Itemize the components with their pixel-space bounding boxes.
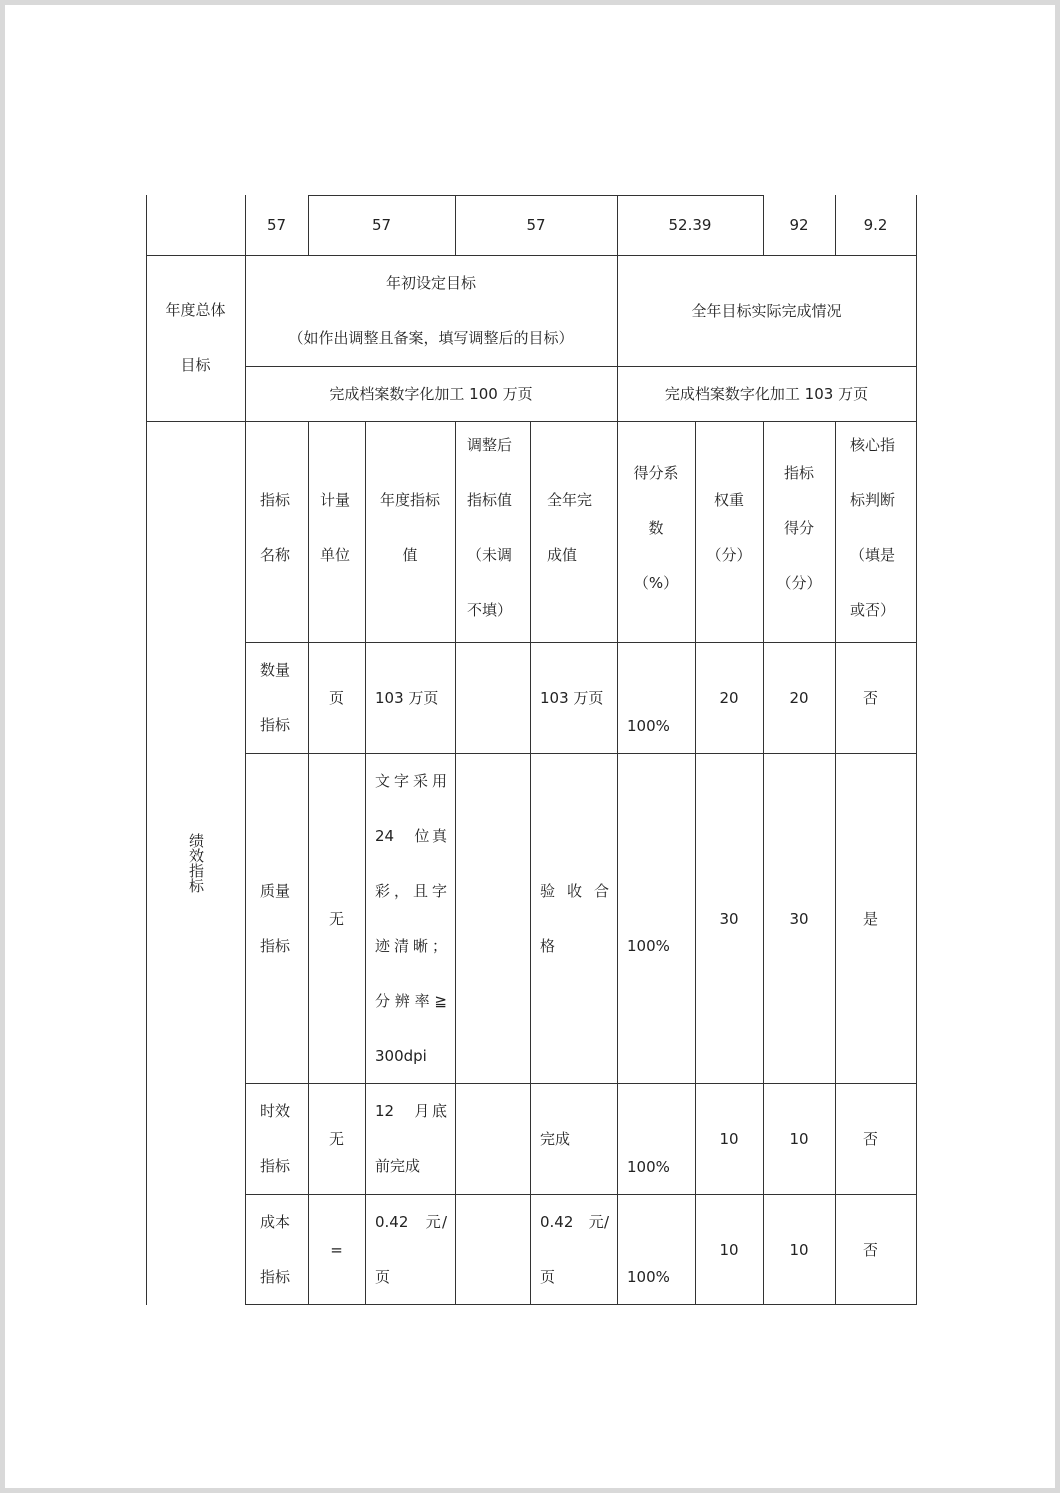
cell-text: 迹清晰； bbox=[375, 937, 447, 955]
table-row-coefficient: 100% bbox=[627, 717, 670, 735]
top-value-5: 92 bbox=[789, 216, 809, 234]
header-text: （%） bbox=[633, 574, 679, 592]
annual-label-line: 目标 bbox=[180, 356, 211, 374]
table-row-name bbox=[245, 643, 308, 753]
header-text: 值 bbox=[402, 546, 418, 564]
header-text: 指标 bbox=[260, 491, 291, 509]
annual-target-label bbox=[146, 255, 245, 421]
header-unit bbox=[308, 473, 365, 583]
header-text: 年度指标 bbox=[379, 491, 440, 509]
table-row-name bbox=[245, 1195, 308, 1305]
table-row-annual bbox=[365, 1195, 455, 1305]
performance-label-text: 绩效指标 bbox=[187, 833, 205, 893]
table-row-core: 否 bbox=[862, 689, 878, 707]
table-row-actual bbox=[530, 671, 617, 726]
table-row-weight: 20 bbox=[719, 689, 739, 707]
header-actual-value bbox=[530, 473, 617, 583]
table-row-core: 否 bbox=[862, 1240, 878, 1259]
header-text: 不填） bbox=[467, 601, 513, 619]
table-row-score: 30 bbox=[789, 909, 809, 928]
table-row-core: 否 bbox=[862, 1130, 878, 1148]
table-row-score: 20 bbox=[789, 689, 809, 707]
table-row-coefficient: 100% bbox=[627, 1268, 670, 1286]
cell-text: 300dpi bbox=[375, 1047, 427, 1065]
cell-text: 103 万页 bbox=[375, 689, 439, 707]
top-value-6: 9.2 bbox=[863, 216, 888, 234]
top-value-3: 57 bbox=[526, 216, 546, 234]
table-row-core: 是 bbox=[862, 909, 878, 928]
table-row-actual bbox=[530, 864, 617, 974]
document-page bbox=[5, 5, 1055, 1488]
header-text: （填是 bbox=[850, 546, 896, 564]
header-core-judgment bbox=[835, 418, 916, 638]
cell-text: 指标 bbox=[260, 716, 291, 734]
cell-text: 成本 bbox=[260, 1213, 291, 1231]
performance-table bbox=[146, 191, 916, 1301]
table-row-weight: 10 bbox=[719, 1130, 739, 1148]
cell-text: 12 月底 bbox=[375, 1102, 447, 1120]
cell-text: 前完成 bbox=[375, 1157, 421, 1175]
preset-target-value: 完成档案数字化加工 100 万页 bbox=[329, 384, 533, 403]
header-text: 指标 bbox=[783, 464, 814, 482]
table-row-score: 10 bbox=[789, 1130, 809, 1148]
header-weight bbox=[695, 473, 763, 583]
table-row-coefficient: 100% bbox=[627, 937, 670, 955]
cell-text: 格 bbox=[540, 937, 556, 955]
cell-text: 0.42 元/ bbox=[375, 1213, 447, 1231]
table-row-annual bbox=[365, 1084, 455, 1194]
rule bbox=[146, 421, 916, 422]
table-row-unit: = bbox=[330, 1240, 343, 1259]
header-text: 调整后 bbox=[467, 436, 513, 454]
header-adjusted-value bbox=[455, 418, 530, 638]
header-score-coefficient bbox=[617, 446, 695, 611]
header-text: 单位 bbox=[320, 546, 351, 564]
cell-text: 文字采用 bbox=[375, 772, 447, 790]
header-text: 权重 bbox=[713, 491, 744, 509]
table-row-unit: 页 bbox=[328, 689, 344, 707]
table-row-name bbox=[245, 864, 308, 974]
cell-text: 页 bbox=[375, 1268, 391, 1286]
header-text: 或否） bbox=[850, 601, 896, 619]
cell-text: 时效 bbox=[260, 1102, 291, 1120]
header-text: 标判断 bbox=[850, 491, 896, 509]
cell-text: 数量 bbox=[260, 661, 291, 679]
table-row-name bbox=[245, 1084, 308, 1194]
cell-text: 24 位真 bbox=[375, 827, 447, 845]
cell-text: 验 收 合 bbox=[540, 882, 609, 900]
header-text: （分） bbox=[706, 546, 752, 564]
header-text: 得分系 bbox=[633, 464, 679, 482]
preset-target-note: （如作出调整且备案，填写调整后的目标） bbox=[288, 328, 574, 347]
table-row-annual bbox=[365, 754, 455, 1084]
header-text: 指标值 bbox=[467, 491, 513, 509]
table-row-weight: 30 bbox=[719, 909, 739, 928]
header-text: 核心指 bbox=[850, 436, 896, 454]
cell-text: 分辨率≧ bbox=[375, 992, 447, 1010]
header-text: 成值 bbox=[547, 546, 578, 564]
top-value-1: 57 bbox=[266, 216, 287, 234]
top-value-4: 52.39 bbox=[668, 216, 712, 234]
cell-text: 103 万页 bbox=[540, 689, 604, 707]
preset-target-header bbox=[245, 255, 617, 366]
cell-text: 彩，且字 bbox=[375, 882, 447, 900]
header-indicator-score bbox=[763, 446, 835, 611]
header-indicator-name bbox=[245, 473, 308, 583]
cell-text: 页 bbox=[540, 1268, 556, 1286]
header-text: 全年完 bbox=[547, 491, 593, 509]
cell-text: 0.42 元/ bbox=[540, 1213, 609, 1231]
actual-target-header: 全年目标实际完成情况 bbox=[691, 301, 842, 320]
header-text: （未调 bbox=[467, 546, 513, 564]
performance-indicators-label bbox=[146, 421, 245, 1305]
rule bbox=[916, 195, 917, 1305]
annual-label-line: 年度总体 bbox=[165, 301, 226, 319]
top-value-2: 57 bbox=[371, 216, 392, 234]
table-row-coefficient: 100% bbox=[627, 1158, 670, 1176]
cell-text: 质量 bbox=[260, 882, 291, 900]
cell-text: 完成 bbox=[540, 1130, 571, 1148]
header-annual-value bbox=[365, 473, 455, 583]
table-row-annual bbox=[365, 671, 455, 726]
header-text: （分） bbox=[776, 574, 822, 592]
preset-target-title: 年初设定目标 bbox=[385, 273, 476, 292]
cell-text: 指标 bbox=[260, 937, 291, 955]
header-text: 计量 bbox=[320, 491, 351, 509]
table-row-unit: 无 bbox=[328, 1130, 344, 1148]
table-row-weight: 10 bbox=[719, 1240, 739, 1259]
cell-text: 指标 bbox=[260, 1268, 291, 1286]
table-row-actual bbox=[530, 1195, 617, 1305]
header-text: 名称 bbox=[260, 546, 291, 564]
table-row-unit: 无 bbox=[328, 909, 344, 928]
table-row-score: 10 bbox=[789, 1240, 809, 1259]
cell-text: 指标 bbox=[260, 1157, 291, 1175]
header-text: 数 bbox=[648, 519, 664, 537]
header-text: 得分 bbox=[783, 519, 814, 537]
table-row-actual bbox=[530, 1112, 617, 1167]
actual-target-value: 完成档案数字化加工 103 万页 bbox=[664, 384, 869, 403]
